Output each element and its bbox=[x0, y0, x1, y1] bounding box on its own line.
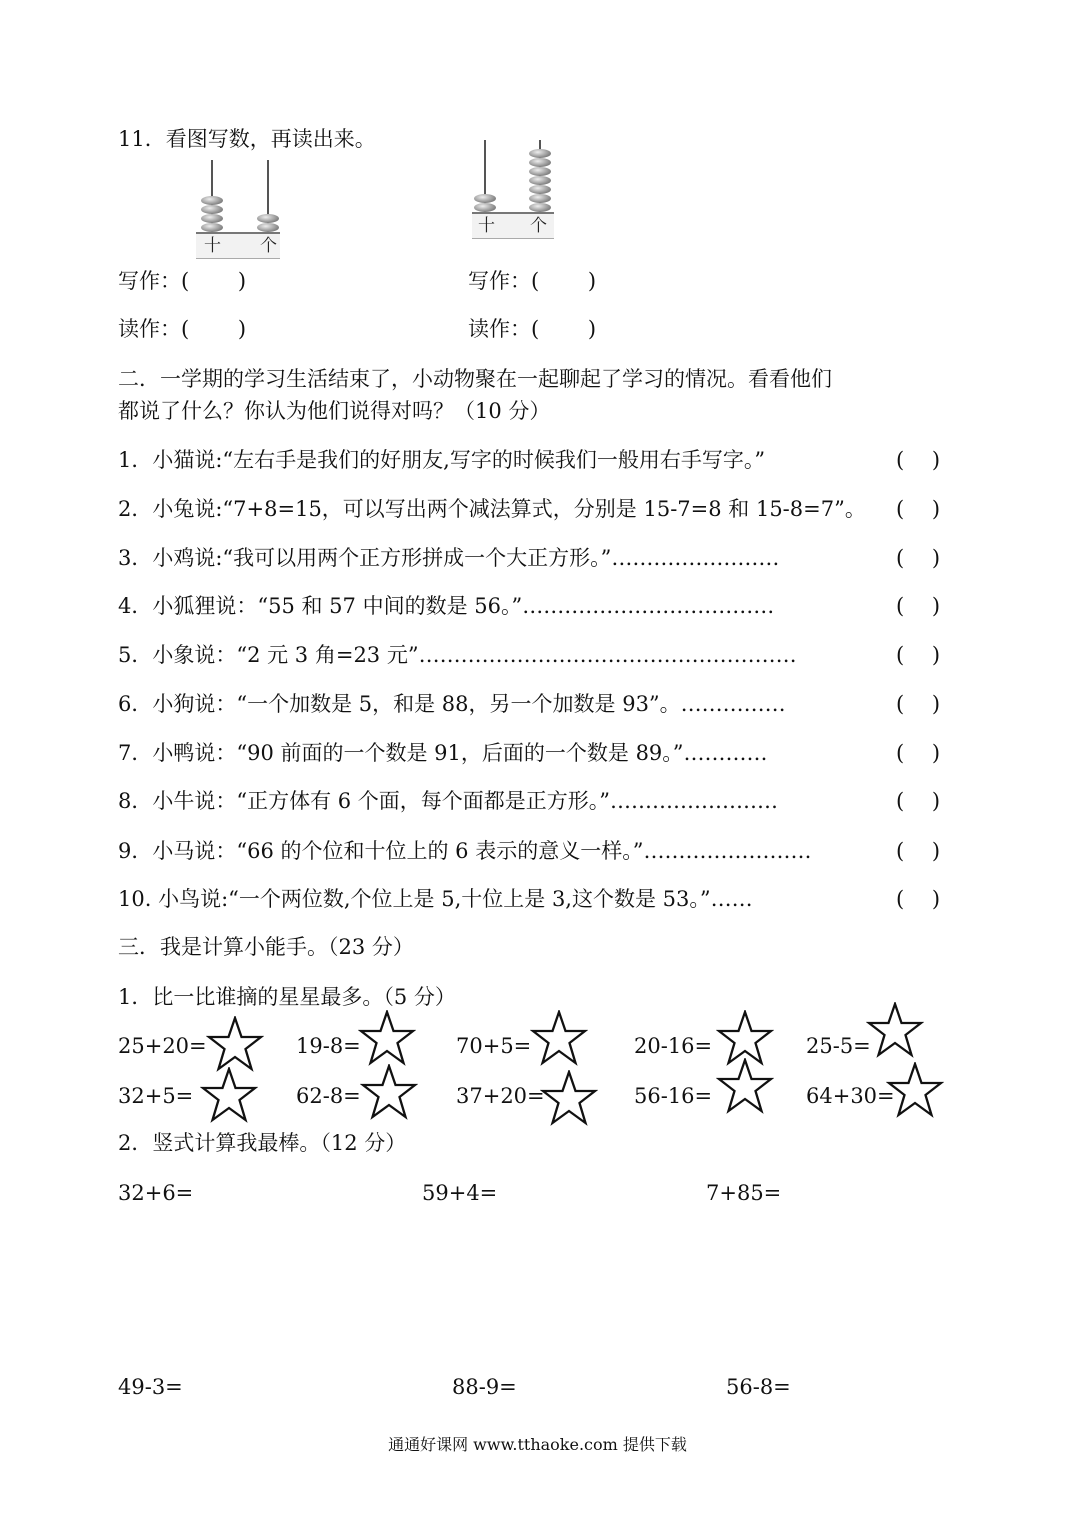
tens-label: 十 bbox=[204, 236, 221, 256]
star-answer-icon[interactable] bbox=[866, 1002, 924, 1060]
vertical-problem: 32+6= bbox=[118, 1181, 194, 1205]
write-answer-right[interactable]: 写作：( ) bbox=[468, 269, 597, 293]
star-problem: 25+20= bbox=[118, 1034, 207, 1058]
judgement-item: 2．小兔说:“7+8=15，可以写出两个减法算式，分别是 15-7=8 和 15-8=7”。 bbox=[118, 497, 866, 521]
star-answer-icon[interactable] bbox=[358, 1010, 416, 1068]
judgement-item: 1．小猫说:“左右手是我们的好朋友,写字的时候我们一般用右手写字。” bbox=[118, 448, 766, 472]
footer-source: 通通好课网 www.tthaoke.com 提供下载 bbox=[388, 1435, 687, 1454]
star-problem: 32+5= bbox=[118, 1084, 194, 1108]
answer-paren[interactable]: ( ) bbox=[896, 497, 941, 521]
abacus-right bbox=[472, 140, 562, 240]
star-problem: 70+5= bbox=[456, 1034, 532, 1058]
vertical-problem: 88-9= bbox=[452, 1375, 517, 1399]
judgement-item: 5．小象说：“2 元 3 角=23 元”……………………………………………… bbox=[118, 643, 797, 667]
judgement-item: 9．小马说：“66 的个位和十位上的 6 表示的意义一样。”…………………… bbox=[118, 839, 812, 863]
judgement-item: 3．小鸡说:“我可以用两个正方形拼成一个大正方形。”…………………… bbox=[118, 546, 780, 570]
answer-paren[interactable]: ( ) bbox=[896, 448, 941, 472]
answer-paren[interactable]: ( ) bbox=[896, 546, 941, 570]
section3-sub2: 2．竖式计算我最棒。（12 分） bbox=[118, 1131, 407, 1155]
write-answer-left[interactable]: 写作：( ) bbox=[118, 269, 247, 293]
star-problem: 25-5= bbox=[806, 1034, 871, 1058]
judgement-item: 4．小狐狸说：“55 和 57 中间的数是 56。”……………………………… bbox=[118, 594, 775, 618]
section2-heading-line2: 都说了什么？你认为他们说得对吗？（10 分） bbox=[118, 399, 551, 423]
star-answer-icon[interactable] bbox=[530, 1010, 588, 1068]
star-answer-icon[interactable] bbox=[540, 1070, 598, 1128]
q11-title: 11．看图写数，再读出来。 bbox=[118, 127, 376, 151]
answer-paren[interactable]: ( ) bbox=[896, 789, 941, 813]
star-answer-icon[interactable] bbox=[886, 1062, 944, 1120]
judgement-item: 8．小牛说：“正方体有 6 个面，每个面都是正方形。”…………………… bbox=[118, 789, 779, 813]
star-problem: 37+20= bbox=[456, 1084, 545, 1108]
ones-label: 个 bbox=[530, 216, 547, 236]
star-problem: 62-8= bbox=[296, 1084, 361, 1108]
section2-heading-line1: 二．一学期的学习生活结束了，小动物聚在一起聊起了学习的情况。看看他们 bbox=[118, 367, 832, 391]
star-problem: 56-16= bbox=[634, 1084, 713, 1108]
star-problem: 64+30= bbox=[806, 1084, 895, 1108]
judgement-item: 7．小鸭说：“90 前面的一个数是 91，后面的一个数是 89。”………… bbox=[118, 741, 768, 765]
answer-paren[interactable]: ( ) bbox=[896, 643, 941, 667]
star-problem: 20-16= bbox=[634, 1034, 713, 1058]
answer-paren[interactable]: ( ) bbox=[896, 741, 941, 765]
answer-paren[interactable]: ( ) bbox=[896, 839, 941, 863]
judgement-item: 6．小狗说：“一个加数是 5，和是 88，另一个加数是 93”。…………… bbox=[118, 692, 786, 716]
answer-paren[interactable]: ( ) bbox=[896, 692, 941, 716]
answer-paren[interactable]: ( ) bbox=[896, 594, 941, 618]
read-answer-left[interactable]: 读作：( ) bbox=[118, 317, 247, 341]
tens-label: 十 bbox=[478, 216, 495, 236]
vertical-problem: 7+85= bbox=[706, 1181, 782, 1205]
vertical-problem: 49-3= bbox=[118, 1375, 183, 1399]
vertical-problem: 59+4= bbox=[422, 1181, 498, 1205]
star-answer-icon[interactable] bbox=[200, 1067, 258, 1125]
star-answer-icon[interactable] bbox=[206, 1016, 264, 1074]
vertical-problem: 56-8= bbox=[726, 1375, 791, 1399]
star-answer-icon[interactable] bbox=[360, 1064, 418, 1122]
section3-sub1: 1．比一比谁摘的星星最多。（5 分） bbox=[118, 985, 456, 1009]
judgement-item: 10. 小鸟说:“一个两位数,个位上是 5,十位上是 3,这个数是 53。”…… bbox=[118, 887, 753, 911]
answer-paren[interactable]: ( ) bbox=[896, 887, 941, 911]
star-problem: 19-8= bbox=[296, 1034, 361, 1058]
star-answer-icon[interactable] bbox=[716, 1058, 774, 1116]
abacus-left bbox=[196, 150, 284, 256]
ones-label: 个 bbox=[260, 236, 277, 256]
section3-heading: 三．我是计算小能手。（23 分） bbox=[118, 935, 414, 959]
read-answer-right[interactable]: 读作：( ) bbox=[468, 317, 597, 341]
